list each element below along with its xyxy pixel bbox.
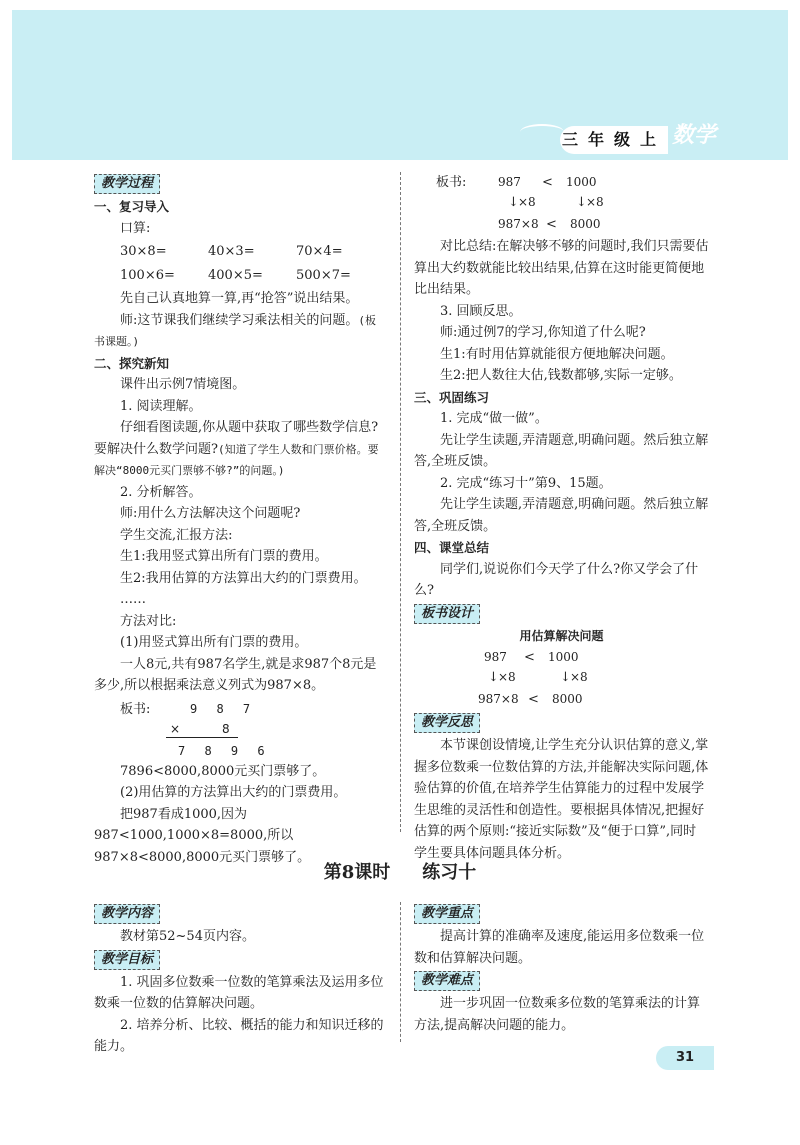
lesson-number: 第8课时 <box>323 862 391 883</box>
down-arrow-icon: ↓ <box>576 195 587 210</box>
paragraph: 2. 分析解答。 <box>120 484 202 500</box>
times-eight: ×8 <box>498 670 516 684</box>
paragraph: 教材第52~54页内容。 <box>120 929 255 944</box>
question-line: 仔细看图读题,你从题中获取了哪些数学信息?要解决什么数学问题? <box>94 420 379 457</box>
multiplier: 8 <box>222 721 230 736</box>
board-label: 板书: <box>120 701 151 717</box>
calc-row <box>94 241 384 263</box>
less-than: < <box>528 692 539 707</box>
product-left: 987×8 <box>498 217 539 231</box>
bottom-left-column <box>94 902 384 1058</box>
paragraph: 一人8元,共有987名学生,就是求987个8元是多少,所以根据乘法意义列式为987×8。 <box>94 656 377 693</box>
down-arrow-icon: ↓ <box>508 195 519 210</box>
paragraph: 先自己认真地算一算,再“抢答”说出结果。 <box>120 291 359 306</box>
board-comparison <box>414 647 709 711</box>
paragraph: 对比总结:在解决够不够的问题时,我们只需要估算出大约数就能比较出结果,估算在这时能更简便地比出结果。 <box>414 239 709 297</box>
less-than: < <box>546 217 557 232</box>
result-line <box>166 737 238 738</box>
section-caption: 教学过程 <box>94 174 160 194</box>
section-caption: 教学重点 <box>414 904 480 924</box>
paragraph: 生1:我用竖式算出所有门票的费用。 <box>120 549 328 564</box>
paragraph: 2. 完成“练习十”第9、15题。 <box>440 475 612 491</box>
paragraph: 同学们,说说你们今天学了什么?你又学会了什么? <box>414 561 699 598</box>
down-arrow-icon: ↓ <box>560 670 571 685</box>
paragraph: 生2:我用估算的方法算出大约的门票费用。 <box>120 570 367 586</box>
paragraph: 进一步巩固一位数乘多位数的笔算乘法的计算方法,提高解决问题的能力。 <box>414 996 701 1033</box>
paragraph: 提高计算的准确率及速度,能运用多位数乘一位数和估算解决问题。 <box>414 929 705 966</box>
section-heading: 二、探究新知 <box>94 355 170 371</box>
paragraph: 先让学生读题,弄清题意,明确问题。然后独立解答,全班反馈。 <box>414 432 709 469</box>
paragraph: 1. 完成“做一做”。 <box>440 411 548 426</box>
note: (知道了学生人数和门票价格。要解决“8000元买门票够不够?”的问题。) <box>94 442 379 477</box>
calc-item: 400×5= <box>208 267 263 283</box>
times-eight: ×8 <box>570 670 588 684</box>
product-right: 8000 <box>570 217 601 231</box>
grade-label: 三年级上 <box>560 126 668 154</box>
paragraph <box>94 310 384 353</box>
lesson-name: 练习十 <box>422 862 477 883</box>
board-comparison <box>414 172 709 236</box>
paragraph: 学生交流,汇报方法: <box>120 527 233 543</box>
page-number: 31 <box>656 1046 714 1070</box>
paragraph: 口算: <box>120 220 151 236</box>
product-left: 987×8 <box>478 692 519 706</box>
paragraph: 把987看成1000,因为987<1000,1000×8=8000,所以987×8<8000,8000元买门票够了。 <box>94 806 311 865</box>
subject-label: 数学 <box>672 123 717 148</box>
paragraph <box>94 417 384 482</box>
note: (板书课题。) <box>94 313 377 348</box>
product-right: 8000 <box>552 692 583 706</box>
paragraph: 方法对比: <box>120 613 177 629</box>
ellipsis: …… <box>120 592 146 607</box>
paragraph: 生2:把人数往大估,钱数都够,实际一定够。 <box>440 368 682 383</box>
multiplicand: 9 8 7 <box>190 701 257 716</box>
down-arrow-icon: ↓ <box>488 670 499 685</box>
paragraph: (2)用估算的方法算出大约的门票费用。 <box>120 785 347 800</box>
paragraph: 1. 巩固多位数乘一位数的笔算乘法及运用多位数乘一位数的估算解决问题。 <box>94 974 384 1011</box>
board-label: 板书: <box>436 175 467 190</box>
paragraph: (1)用竖式算出所有门票的费用。 <box>120 635 308 650</box>
section-caption: 教学目标 <box>94 950 160 970</box>
column-divider <box>400 172 401 832</box>
compare-right: 1000 <box>566 175 597 189</box>
lesson-title <box>0 858 800 884</box>
times-eight: ×8 <box>586 195 604 209</box>
paragraph: 7896<8000,8000元买门票够了。 <box>120 763 326 779</box>
paragraph: 3. 回顾反思。 <box>440 303 522 319</box>
paragraph: 先让学生读题,弄清题意,明确问题。然后独立解答,全班反馈。 <box>414 497 709 534</box>
calc-item: 100×6= <box>120 267 175 283</box>
product: 7 8 9 6 <box>178 743 271 758</box>
bottom-right-column <box>414 902 709 1036</box>
section-caption: 教学反思 <box>414 713 480 733</box>
paragraph: 2. 培养分析、比较、概括的能力和知识迁移的能力。 <box>94 1017 384 1054</box>
left-column <box>94 172 384 868</box>
compare-left: 987 <box>498 175 521 189</box>
paragraph: 生1:有时用估算就能很方便地解决问题。 <box>440 346 674 362</box>
less-than: < <box>524 650 535 665</box>
decorative-swirl-icon <box>520 124 564 140</box>
calc-item: 40×3= <box>208 244 255 259</box>
paragraph: 课件出示例7情境图。 <box>120 377 246 392</box>
column-divider <box>400 902 401 1042</box>
section-heading: 三、巩固练习 <box>414 389 490 405</box>
times-sign: × <box>170 721 181 736</box>
teacher-line: 师:这节课我们继续学习乘法相关的问题。 <box>120 312 359 328</box>
times-eight: ×8 <box>518 195 536 209</box>
section-heading: 四、课堂总结 <box>414 540 490 555</box>
calc-item: 500×7= <box>296 267 351 283</box>
section-caption: 教学难点 <box>414 971 480 991</box>
calc-item: 30×8= <box>120 244 167 259</box>
reflection-text: 本节课创设情境,让学生充分认识估算的意义,掌握多位数乘一位数估算的方法,并能解决实际问题,体验估算的价值,在培养学生估算能力的过程中发展学生思维的灵活性和创造性。要根据具体情况,把握好估算的两个原则:“接近实际数”及“便于口算”,同时学生要具体问题具体分析。 <box>414 738 709 861</box>
paragraph: 师:用什么方法解决这个问题呢? <box>120 506 301 521</box>
calc-row <box>94 265 384 287</box>
section-caption: 板书设计 <box>414 604 480 624</box>
compare-right: 1000 <box>548 650 579 664</box>
section-caption: 教学内容 <box>94 904 160 924</box>
paragraph: 师:通过例7的学习,你知道了什么呢? <box>440 325 646 340</box>
less-than: < <box>542 175 553 190</box>
vertical-multiplication <box>94 697 384 761</box>
compare-left: 987 <box>484 650 507 664</box>
right-column <box>414 172 709 864</box>
section-heading: 一、复习导入 <box>94 199 170 214</box>
paragraph: 1. 阅读理解。 <box>120 398 202 414</box>
calc-item: 70×4= <box>296 244 343 259</box>
board-title: 用估算解决问题 <box>519 628 604 643</box>
